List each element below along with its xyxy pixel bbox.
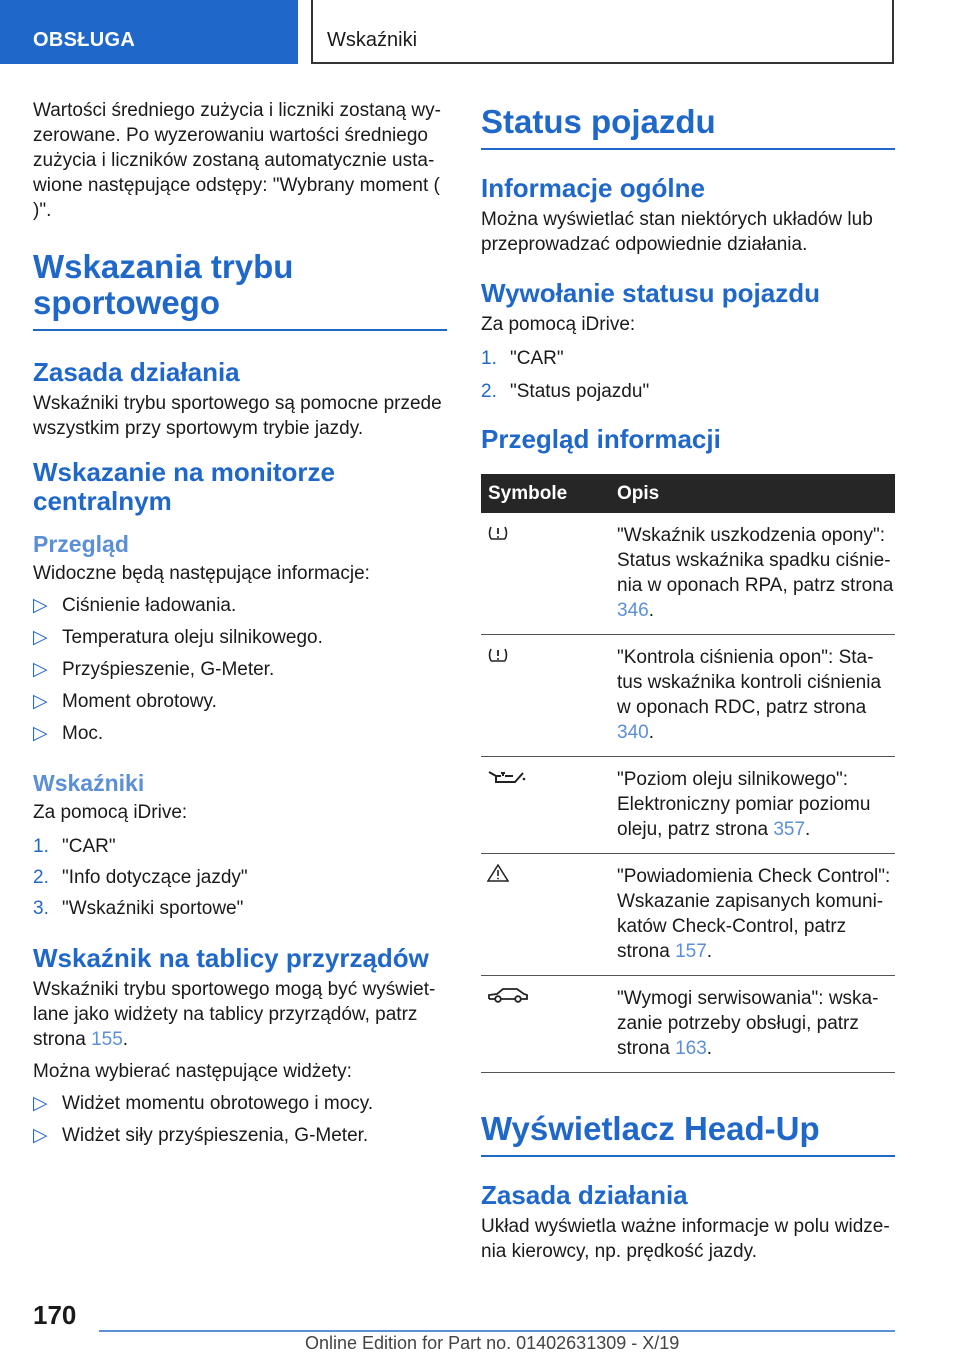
- table-row: [481, 513, 895, 635]
- hud-text: Układ wyświetla ważne informacje w polu widze-nia kierowcy, np. prędkość jazdy.: [481, 1216, 890, 1262]
- principle-text: Wskaźniki trybu sportowego są pomocne przede wszystkim przy sportowym trybie jazdy.: [33, 393, 442, 439]
- section-tab: [0, 0, 298, 64]
- table-cell-description: "Wskaźnik uszkodzenia opony": Status wskaźnika spadku ciśnie-nia w oponach RPA, patrz strona 346.: [617, 513, 895, 635]
- heading-instrument-cluster: Wskaźnik na tablicy przyrządów: [33, 943, 429, 973]
- indicators-steps: [33, 834, 447, 921]
- triangle-bullet-icon: ▷: [33, 659, 48, 680]
- page-link[interactable]: 155: [91, 1029, 123, 1050]
- heading-central-monitor: Wskazanie na monitorze centralnym: [33, 457, 335, 516]
- list-item: ▷ Widżet siły przyśpieszenia, G-Meter.: [33, 1125, 369, 1146]
- heading-info-overview: Przegląd informacji: [481, 424, 721, 454]
- triangle-bullet-icon: ▷: [33, 691, 48, 712]
- heading-indicators: Wskaźniki: [33, 770, 145, 796]
- widgets-list: [33, 1091, 447, 1148]
- heading-overview: Przegląd: [33, 531, 129, 557]
- car-service-icon: [487, 988, 529, 1009]
- triangle-bullet-icon: ▷: [33, 627, 48, 648]
- page-link[interactable]: 346: [617, 600, 649, 621]
- triangle-bullet-icon: ▷: [33, 595, 48, 616]
- general-info-text: Można wyświetlać stan niektórych układów lub przeprowadzać odpowiednie działania.: [481, 209, 873, 255]
- oil-can-icon: [487, 769, 527, 790]
- step-item: 1. "CAR": [33, 836, 116, 857]
- left-column: [33, 98, 447, 1148]
- indicators-text: Za pomocą iDrive:: [33, 802, 188, 823]
- table-cell-description: "Wymogi serwisowania": wska-zanie potrzeby obsługi, patrz strona 163.: [617, 976, 895, 1073]
- step-item: 1. "CAR": [481, 348, 564, 369]
- table-row: [481, 976, 895, 1073]
- triangle-bullet-icon: ▷: [33, 1093, 48, 1114]
- list-item: ▷ Ciśnienie ładowania.: [33, 595, 237, 616]
- right-column: [481, 98, 895, 1264]
- page-link[interactable]: 357: [773, 819, 806, 840]
- tire-pressure-monitor-icon: [487, 647, 509, 668]
- call-status-steps: [481, 346, 895, 404]
- triangle-bullet-icon: ▷: [33, 723, 48, 744]
- intro-paragraph: Wartości średniego zużycia i liczniki zostaną wy-zerowane. Po wyzerowaniu wartości średniego zużycia i liczników zostaną automatycznie usta-wione następujące odstępy: "Wybrany moment ( )".: [33, 100, 441, 221]
- table-cell-description: "Kontrola ciśnienia opon": Sta-tus wskaźnika kontroli ciśnienia w oponach RDC, patrz strona 340.: [617, 635, 895, 757]
- table-cell-description: "Powiadomienia Check Control": Wskazanie zapisanych komuni-katów Check-Control, patrz strona 157.: [617, 854, 895, 976]
- triangle-bullet-icon: ▷: [33, 1125, 48, 1146]
- chapter-title: Wskaźniki: [327, 29, 418, 51]
- page-link[interactable]: 157: [675, 941, 707, 962]
- page-number: 170: [33, 1300, 77, 1330]
- call-status-text: Za pomocą iDrive:: [481, 314, 636, 335]
- overview-list: [33, 593, 447, 746]
- heading-sport-mode: Wskazania trybu sportowego: [33, 249, 447, 331]
- step-item: 3. "Wskaźniki sportowe": [33, 898, 244, 919]
- step-item: 2. "Status pojazdu": [481, 381, 650, 402]
- section-label: OBSŁUGA: [33, 29, 136, 51]
- warning-triangle-icon: [487, 866, 509, 887]
- overview-text: Widoczne będą następujące informacje:: [33, 563, 370, 584]
- table-row: [481, 757, 895, 854]
- heading-vehicle-status: Status pojazdu: [481, 104, 895, 150]
- chapter-tab: [311, 0, 894, 64]
- column-header-description: Opis: [617, 474, 895, 513]
- table-row: [481, 635, 895, 757]
- instrument-cluster-text: Wskaźniki trybu sportowego mogą być wyświet-lane jako widżety na tablicy przyrządów, patrz strona 155.: [33, 979, 436, 1050]
- heading-general-info: Informacje ogólne: [481, 173, 705, 203]
- heading-hud-principle: Zasada działania: [481, 1180, 688, 1210]
- tire-pressure-warning-icon: [487, 525, 509, 546]
- heading-principle: Zasada działania: [33, 357, 240, 387]
- footer-edition: Online Edition for Part no. 01402631309 - X/19: [305, 1333, 680, 1353]
- info-table: [481, 474, 895, 1073]
- widgets-text: Można wybierać następujące widżety:: [33, 1061, 352, 1082]
- heading-head-up-display: Wyświetlacz Head-Up: [481, 1111, 895, 1157]
- list-item: ▷ Przyśpieszenie, G-Meter.: [33, 659, 275, 680]
- table-cell-description: "Poziom oleju silnikowego": Elektroniczny pomiar poziomu oleju, patrz strona 357.: [617, 757, 895, 854]
- list-item: ▷ Widżet momentu obrotowego i mocy.: [33, 1093, 374, 1114]
- table-header-row: [481, 474, 895, 513]
- list-item: ▷ Moment obrotowy.: [33, 691, 217, 712]
- table-row: [481, 854, 895, 976]
- footer-divider: [99, 1330, 895, 1332]
- step-item: 2. "Info dotyczące jazdy": [33, 867, 248, 888]
- list-item: ▷ Moc.: [33, 723, 104, 744]
- heading-call-status: Wywołanie statusu pojazdu: [481, 278, 821, 308]
- page-link[interactable]: 163: [675, 1038, 707, 1059]
- column-header-symbols: Symbole: [481, 474, 617, 513]
- list-item: ▷ Temperatura oleju silnikowego.: [33, 627, 323, 648]
- page-link[interactable]: 340: [617, 722, 649, 743]
